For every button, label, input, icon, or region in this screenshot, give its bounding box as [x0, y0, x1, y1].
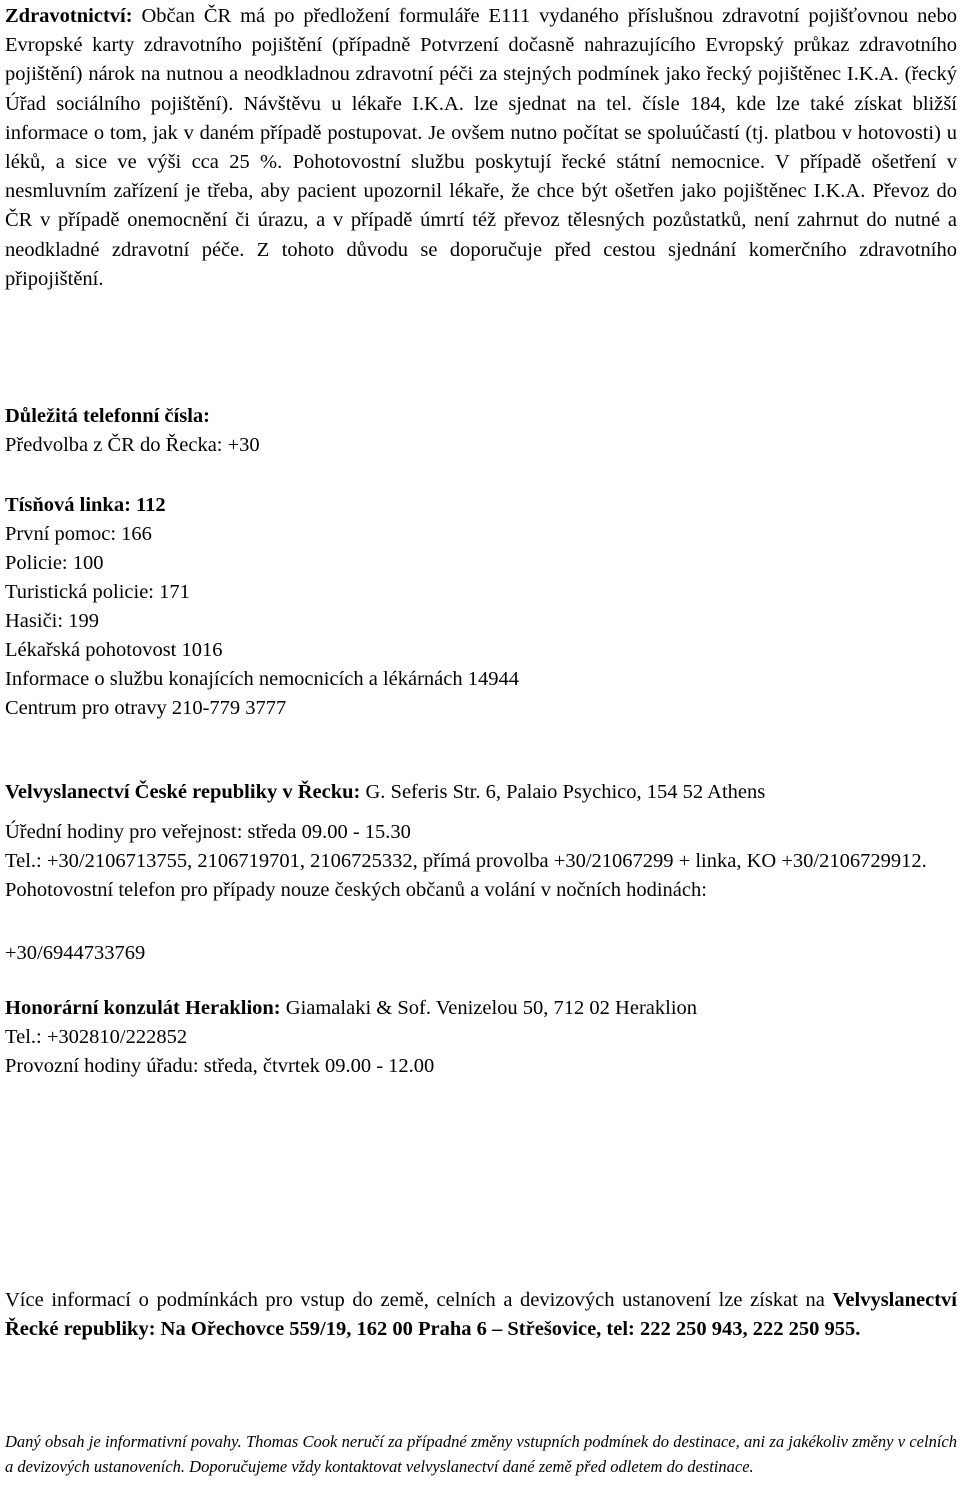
phones-section	[5, 402, 957, 460]
embassy-details	[5, 818, 957, 905]
more-info-section	[5, 1286, 957, 1344]
consulate-label: Honorární konzulát Heraklion:	[5, 997, 281, 1019]
health-text: Občan ČR má po předložení formuláře E111 vydaného příslušnou zdravotní pojišťovnou nebo Evropské karty zdravotního pojištění (případně Potvrzení dočasně nahrazujícího Evropský průkaz zdravotního pojištění) nárok na nutnou a neodkladnou zdravotní péči za stejných podmínek jako řecký pojištěnec I.K.A. (řecký Úřad sociálního pojištění). Návštěvu u lékaře I.K.A. lze sjednat na tel. čísle 184, kde lze také získat bližší informace o tom, jak v daném případě postupovat. Je ovšem nutno počítat se spoluúčastí (tj. platbou v hotovosti) u léků, a sice ve výši cca 25 %. Pohotovostní službu poskytují řecké státní nemocnice. V případě ošetření v nesmluvním zařízení je třeba, aby pacient upozornil lékaře, že chce být ošetřen jako pojištěnec I.K.A. Převoz do ČR v případě onemocnění či úrazu, a v případě úmrtí též převoz tělesných pozůstatků, není zahrnut do nutné a neodkladné zdravotní péče. Z tohoto důvodu se doporučuje před cestou sjednání komerčního zdravotního připojištění.	[5, 5, 957, 290]
phone-item: První pomoc: 166	[5, 523, 152, 545]
embassy-hours: Úřední hodiny pro veřejnost: středa 09.00 - 15.30	[5, 821, 411, 843]
embassy-label: Velvyslanectví České republiky v Řecku:	[5, 781, 361, 803]
phone-item: Lékařská pohotovost 1016	[5, 639, 223, 661]
phones-list	[5, 491, 957, 723]
health-paragraph	[5, 2, 957, 294]
embassy-address-line	[5, 778, 957, 807]
embassy-section	[5, 778, 957, 807]
embassy-emergency-phone: +30/6944733769	[5, 942, 146, 964]
phones-heading: Důležitá telefonní čísla:	[5, 405, 210, 427]
more-info-paragraph	[5, 1286, 957, 1344]
emergency-line: Tísňová linka: 112	[5, 494, 166, 516]
consulate-hours: Provozní hodiny úřadu: středa, čtvrtek 09.00 - 12.00	[5, 1055, 435, 1077]
phones-prefix: Předvolba z ČR do Řecka: +30	[5, 434, 260, 456]
disclaimer: Daný obsah je informativní povahy. Thomas Cook neručí za případné změny vstupních podmínek do destinace, ani za jakékoliv změny v celních a devizových ustanoveních. Doporučujeme vždy kontaktovat velvyslanectví dané země před odletem do destinace.	[5, 1432, 957, 1476]
footer-section	[5, 1430, 957, 1479]
consulate-address-line	[5, 994, 957, 1023]
embassy-address: G. Seferis Str. 6, Palaio Psychico, 154 52 Athens	[360, 781, 766, 803]
phone-item: Hasiči: 199	[5, 610, 99, 632]
consulate-address: Giamalaki & Sof. Venizelou 50, 712 02 Heraklion	[280, 997, 698, 1019]
consulate-tel: Tel.: +302810/222852	[5, 1026, 188, 1048]
more-info-text: Více informací o podmínkách pro vstup do země, celních a devizových ustanovení lze získat na	[5, 1289, 833, 1311]
phone-item: Policie: 100	[5, 552, 104, 574]
health-section	[5, 2, 957, 294]
phone-item: Informace o službu konajících nemocnicích a lékárnách 14944	[5, 668, 520, 690]
embassy-emergency	[5, 939, 957, 968]
embassy-tel: Tel.: +30/2106713755, 2106719701, 2106725332, přímá provolba +30/21067299 + linka, KO +30/2106729912.	[5, 850, 927, 872]
consulate-section	[5, 994, 957, 1081]
health-label: Zdravotnictví:	[5, 5, 133, 27]
embassy-emergency-label: Pohotovostní telefon pro případy nouze českých občanů a volání v nočních hodinách:	[5, 879, 707, 902]
greek-embassy-contact: Velvyslanectví Řecké republiky: Na Ořechovce 559/19, 162 00 Praha 6 – Střešovice, tel: 222 250 943, 222 250 955.	[5, 1289, 957, 1341]
phone-item: Turistická policie: 171	[5, 581, 190, 603]
phone-item: Centrum pro otravy 210-779 3777	[5, 697, 287, 719]
